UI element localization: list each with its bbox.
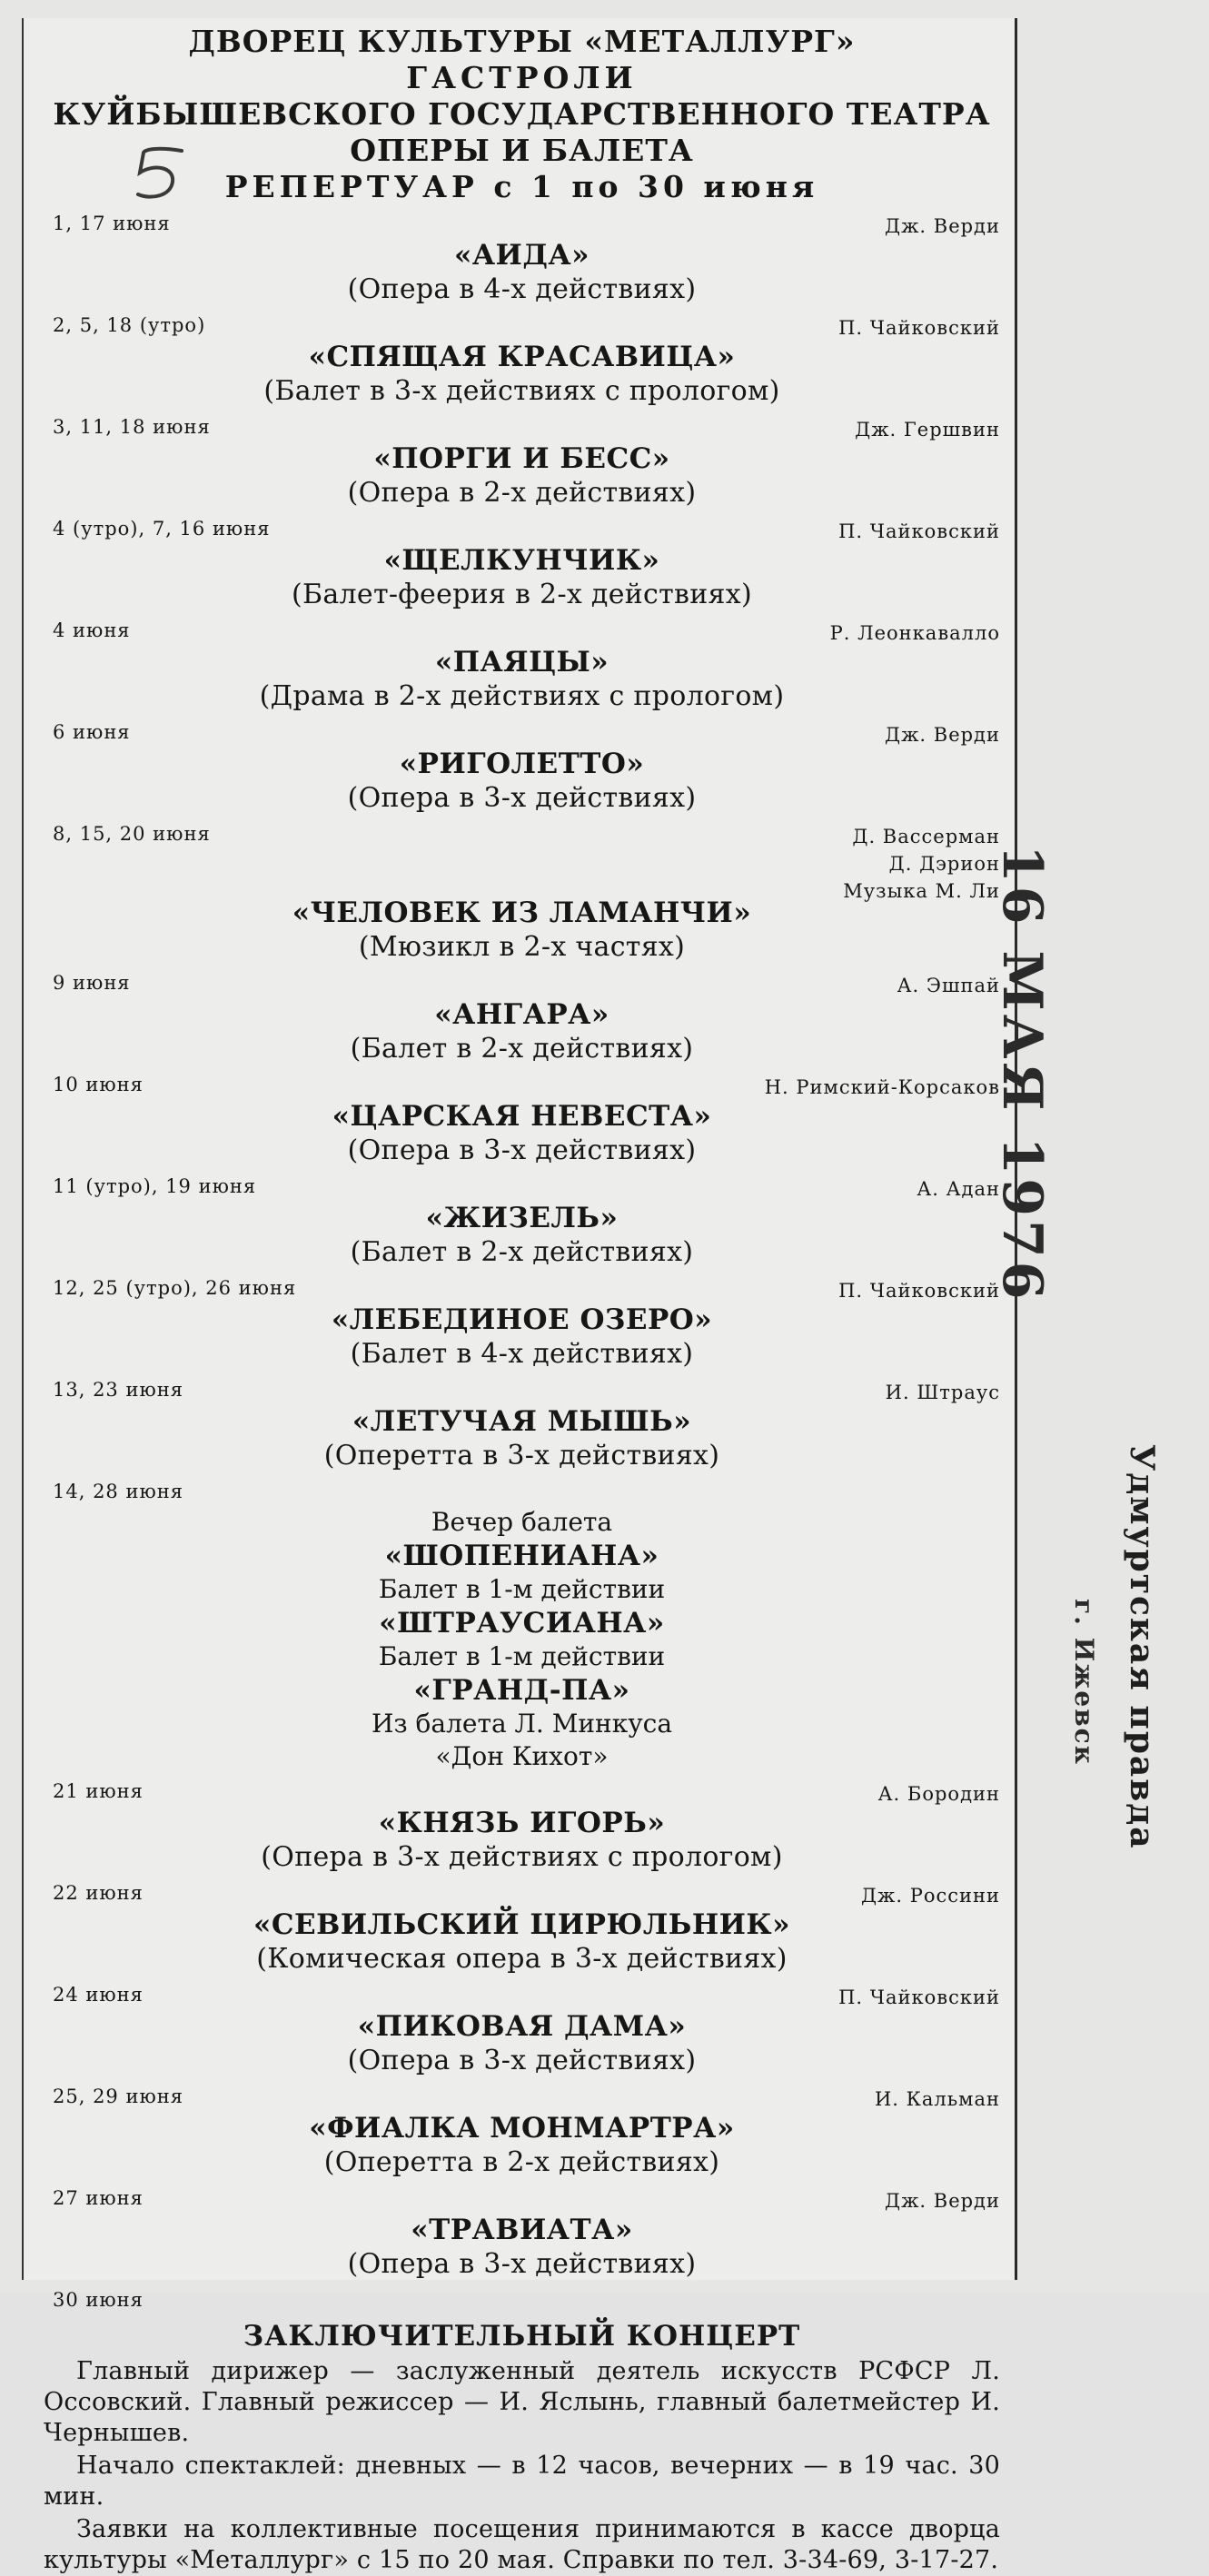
entry-date: 13, 23 июня bbox=[53, 1379, 183, 1401]
entry-meta bbox=[44, 1977, 1000, 2009]
entry-title: «АИДА» bbox=[453, 239, 590, 272]
entry-date: 22 июня bbox=[53, 1882, 144, 1904]
composer-line: Д. Вассерман bbox=[852, 826, 1000, 847]
entry-composer: Дж. Россини bbox=[860, 1885, 1000, 1907]
entry-description: (Оперетта в 2-х действиях) bbox=[323, 2146, 720, 2178]
entry-title: «ЛЕБЕДИНОЕ ОЗЕРО» bbox=[331, 1303, 713, 1336]
entry-description: (Опера в 3-х действиях) bbox=[347, 1134, 697, 1166]
entry-composer: А. Адан bbox=[917, 1178, 1000, 1200]
final-concert bbox=[44, 2282, 1000, 2354]
entry-date: 14, 28 июня bbox=[53, 1481, 183, 1502]
entry-description: (Опера в 3-х действиях с прологом) bbox=[261, 1841, 783, 1873]
ballet-line: Балет в 1-м действии bbox=[378, 1574, 666, 1604]
entry-title: «СПЯЩАЯ КРАСАВИЦА» bbox=[308, 341, 736, 373]
composer-line: Музыка М. Ли bbox=[843, 880, 1000, 902]
entry-date: 9 июня bbox=[53, 972, 131, 994]
entry-composer: П. Чайковский bbox=[838, 1280, 1000, 1302]
entry-title: «ФИАЛКА МОНМАРТРА» bbox=[309, 2112, 735, 2145]
ballet-line: Из балета Л. Минкуса bbox=[371, 1709, 673, 1739]
entry-title: «ЖИЗЕЛЬ» bbox=[425, 1202, 619, 1234]
entry-title: «ЦАРСКАЯ НЕВЕСТА» bbox=[332, 1100, 712, 1133]
repertoire-entry bbox=[44, 205, 1000, 307]
entry-meta bbox=[44, 2180, 1000, 2213]
entry-composer: А. Эшпай bbox=[897, 975, 1000, 996]
ballet-title: «ШОПЕНИАНА» bbox=[384, 1540, 659, 1572]
credits-paragraph: Главный дирижер — заслуженный деятель искусств РСФСР Л. Оссовский. Главный режиссер — И. Яслынь, главный балетмейстер И. Чернышев. bbox=[44, 2357, 1000, 2447]
entry-description: (Балет в 2-х действиях) bbox=[350, 1033, 694, 1065]
entry-date: 6 июня bbox=[53, 721, 131, 743]
entry-composer: А. Бородин bbox=[877, 1783, 1000, 1805]
entry-title: «КНЯЗЬ ИГОРЬ» bbox=[378, 1807, 666, 1839]
entry-title: «ЩЕЛКУНЧИК» bbox=[383, 544, 660, 577]
entry-description: (Опера в 3-х действиях) bbox=[347, 782, 697, 814]
ballet-title: «ГРАНД-ПА» bbox=[413, 1674, 630, 1707]
entry-date: 4 июня bbox=[53, 619, 131, 641]
entry-meta bbox=[44, 612, 1000, 645]
repertoire-entry bbox=[44, 2180, 1000, 2282]
entry-date: 27 июня bbox=[53, 2187, 144, 2209]
theatre-title-line2: ОПЕРЫ И БАЛЕТА bbox=[350, 133, 694, 168]
entry-meta bbox=[44, 965, 1000, 997]
repertoire-list-2 bbox=[44, 1773, 1000, 2282]
entry-title: «ТРАВИАТА» bbox=[411, 2214, 633, 2246]
announcement-column bbox=[22, 18, 1017, 2574]
entry-meta bbox=[44, 1372, 1000, 1404]
entry-date: 3, 11, 18 июня bbox=[53, 416, 211, 438]
entry-description: (Балет в 4-х действиях) bbox=[350, 1338, 694, 1370]
repertoire-entry bbox=[44, 612, 1000, 714]
entry-title: «ЧЕЛОВЕК ИЗ ЛАМАНЧИ» bbox=[292, 897, 752, 929]
entry-meta bbox=[44, 307, 1000, 340]
entry-title: «ПАЯЦЫ» bbox=[434, 646, 609, 679]
repertoire-entry bbox=[44, 307, 1000, 409]
entry-composer: П. Чайковский bbox=[838, 520, 1000, 542]
entry-title: «ЛЕТУЧАЯ МЫШЬ» bbox=[352, 1405, 692, 1438]
entry-date: 10 июня bbox=[53, 1074, 144, 1095]
entry-meta bbox=[44, 1270, 1000, 1303]
entry-composer: И. Штраус bbox=[885, 1382, 1000, 1403]
theatre-title-line1: КУЙБЫШЕВСКОГО ГОСУДАРСТВЕННОГО ТЕАТРА bbox=[53, 96, 991, 132]
entry-date: 30 июня bbox=[53, 2289, 144, 2311]
repertoire-title: РЕПЕРТУАР с 1 по 30 июня bbox=[224, 169, 819, 204]
entry-composer: Дж. Гершвин bbox=[855, 419, 1000, 441]
entry-meta bbox=[44, 1066, 1000, 1099]
entry-description: (Балет в 3-х действиях с прологом) bbox=[263, 375, 780, 407]
repertoire-entry bbox=[44, 2078, 1000, 2180]
ballet-line: «Дон Кихот» bbox=[435, 1741, 609, 1771]
entry-composer bbox=[843, 823, 1000, 905]
entry-composer: И. Кальман bbox=[874, 2088, 1000, 2110]
entry-composer: Дж. Верди bbox=[885, 215, 1000, 237]
ballet-line: Вечер балета bbox=[431, 1507, 613, 1537]
newspaper-name: Удмуртская правда bbox=[1123, 1444, 1161, 1850]
entry-date: 8, 15, 20 июня bbox=[53, 823, 211, 845]
entry-meta bbox=[44, 714, 1000, 747]
ballet-line: Балет в 1-м действии bbox=[378, 1641, 666, 1671]
entry-meta bbox=[44, 1773, 1000, 1806]
repertoire-entry bbox=[44, 409, 1000, 510]
entry-date: 2, 5, 18 (утро) bbox=[53, 314, 206, 336]
entry-meta bbox=[44, 205, 1000, 238]
entry-composer: Дж. Верди bbox=[885, 2190, 1000, 2212]
ballet-evening-lines bbox=[44, 1506, 1000, 1773]
tour-title: ГАСТРОЛИ bbox=[406, 60, 638, 95]
ballet-evening bbox=[44, 1473, 1000, 1773]
entry-title: «АНГАРА» bbox=[434, 998, 609, 1031]
entry-composer: Р. Леонкавалло bbox=[829, 622, 1000, 644]
entry-description: (Мюзикл в 2-х частях) bbox=[358, 931, 686, 963]
entry-description: (Опера в 2-х действиях) bbox=[347, 477, 697, 509]
entry-composer: П. Чайковский bbox=[838, 317, 1000, 339]
entry-description: (Опера в 3-х действиях) bbox=[347, 2248, 697, 2280]
entry-description: (Опера в 3-х действиях) bbox=[347, 2045, 697, 2076]
repertoire-entry bbox=[44, 1270, 1000, 1372]
booking-paragraph: Заявки на коллективные посещения принимаются в кассе дворца культуры «Металлург» с 15 по 20 мая. Справки по тел. 3-34-69, 3-17-27. bbox=[44, 2515, 1000, 2574]
repertoire-entry bbox=[44, 965, 1000, 1066]
newspaper-clipping bbox=[22, 18, 1017, 2574]
repertoire-entry bbox=[44, 510, 1000, 612]
entry-date: 1, 17 июня bbox=[53, 213, 171, 234]
entry-title: «РИГОЛЕТТО» bbox=[399, 748, 645, 780]
newspaper-city: г. Ижевск bbox=[1069, 1599, 1099, 1766]
entry-meta bbox=[44, 1875, 1000, 1907]
entry-description: (Балет-феерия в 2-х действиях) bbox=[292, 579, 752, 610]
entry-title: «ПОРГИ И БЕСС» bbox=[373, 442, 670, 475]
entry-composer: Н. Римский-Корсаков bbox=[764, 1076, 1000, 1098]
composer-line: Д. Дэрион bbox=[888, 853, 1000, 875]
entry-title: «СЕВИЛЬСКИЙ ЦИРЮЛЬНИК» bbox=[253, 1908, 790, 1941]
entry-meta bbox=[44, 2078, 1000, 2111]
entry-date: 21 июня bbox=[53, 1780, 144, 1802]
final-concert-title: ЗАКЛЮЧИТЕЛЬНЫЙ КОНЦЕРТ bbox=[243, 2320, 801, 2353]
repertoire-entry bbox=[44, 1372, 1000, 1473]
schedule-paragraph: Начало спектаклей: дневных — в 12 часов, вечерних — в 19 час. 30 мин. bbox=[44, 2452, 1000, 2511]
entry-date: 4 (утро), 7, 16 июня bbox=[53, 518, 271, 540]
repertoire-entry bbox=[44, 1066, 1000, 1168]
entry-description: (Драма в 2-х действиях с прологом) bbox=[259, 680, 785, 712]
entry-description: (Опера в 4-х действиях) bbox=[347, 273, 697, 305]
repertoire-list bbox=[44, 205, 1000, 1473]
entry-meta bbox=[44, 816, 1000, 902]
entry-meta bbox=[44, 1168, 1000, 1201]
ballet-title: «ШТРАУСИАНА» bbox=[379, 1607, 665, 1640]
entry-description: (Оперетта в 3-х действиях) bbox=[323, 1440, 720, 1471]
entry-title: «ПИКОВАЯ ДАМА» bbox=[357, 2010, 687, 2043]
entry-composer: Дж. Верди bbox=[885, 724, 1000, 746]
repertoire-entry bbox=[44, 816, 1000, 965]
repertoire-entry bbox=[44, 1168, 1000, 1270]
repertoire-entry bbox=[44, 714, 1000, 816]
entry-meta bbox=[44, 1473, 1000, 1506]
entry-date: 11 (утро), 19 июня bbox=[53, 1175, 257, 1197]
notes bbox=[44, 2356, 1000, 2576]
venue-title: ДВОРЕЦ КУЛЬТУРЫ «МЕТАЛЛУРГ» bbox=[188, 24, 856, 59]
entry-date: 12, 25 (утро), 26 июня bbox=[53, 1277, 297, 1299]
pencil-mark bbox=[127, 144, 209, 207]
entry-meta bbox=[44, 2282, 1000, 2314]
entry-description: (Комическая опера в 3-х действиях) bbox=[256, 1943, 788, 1975]
entry-composer: П. Чайковский bbox=[838, 1986, 1000, 2008]
repertoire-entry bbox=[44, 1875, 1000, 1977]
entry-date: 24 июня bbox=[53, 1984, 144, 2006]
date-stamp: 16 МАЯ 1976 bbox=[990, 845, 1054, 1303]
entry-description: (Балет в 2-х действиях) bbox=[350, 1236, 694, 1268]
entry-meta bbox=[44, 409, 1000, 441]
repertoire-entry bbox=[44, 1977, 1000, 2078]
entry-meta bbox=[44, 510, 1000, 543]
repertoire-entry bbox=[44, 1773, 1000, 1875]
entry-date: 25, 29 июня bbox=[53, 2086, 183, 2107]
